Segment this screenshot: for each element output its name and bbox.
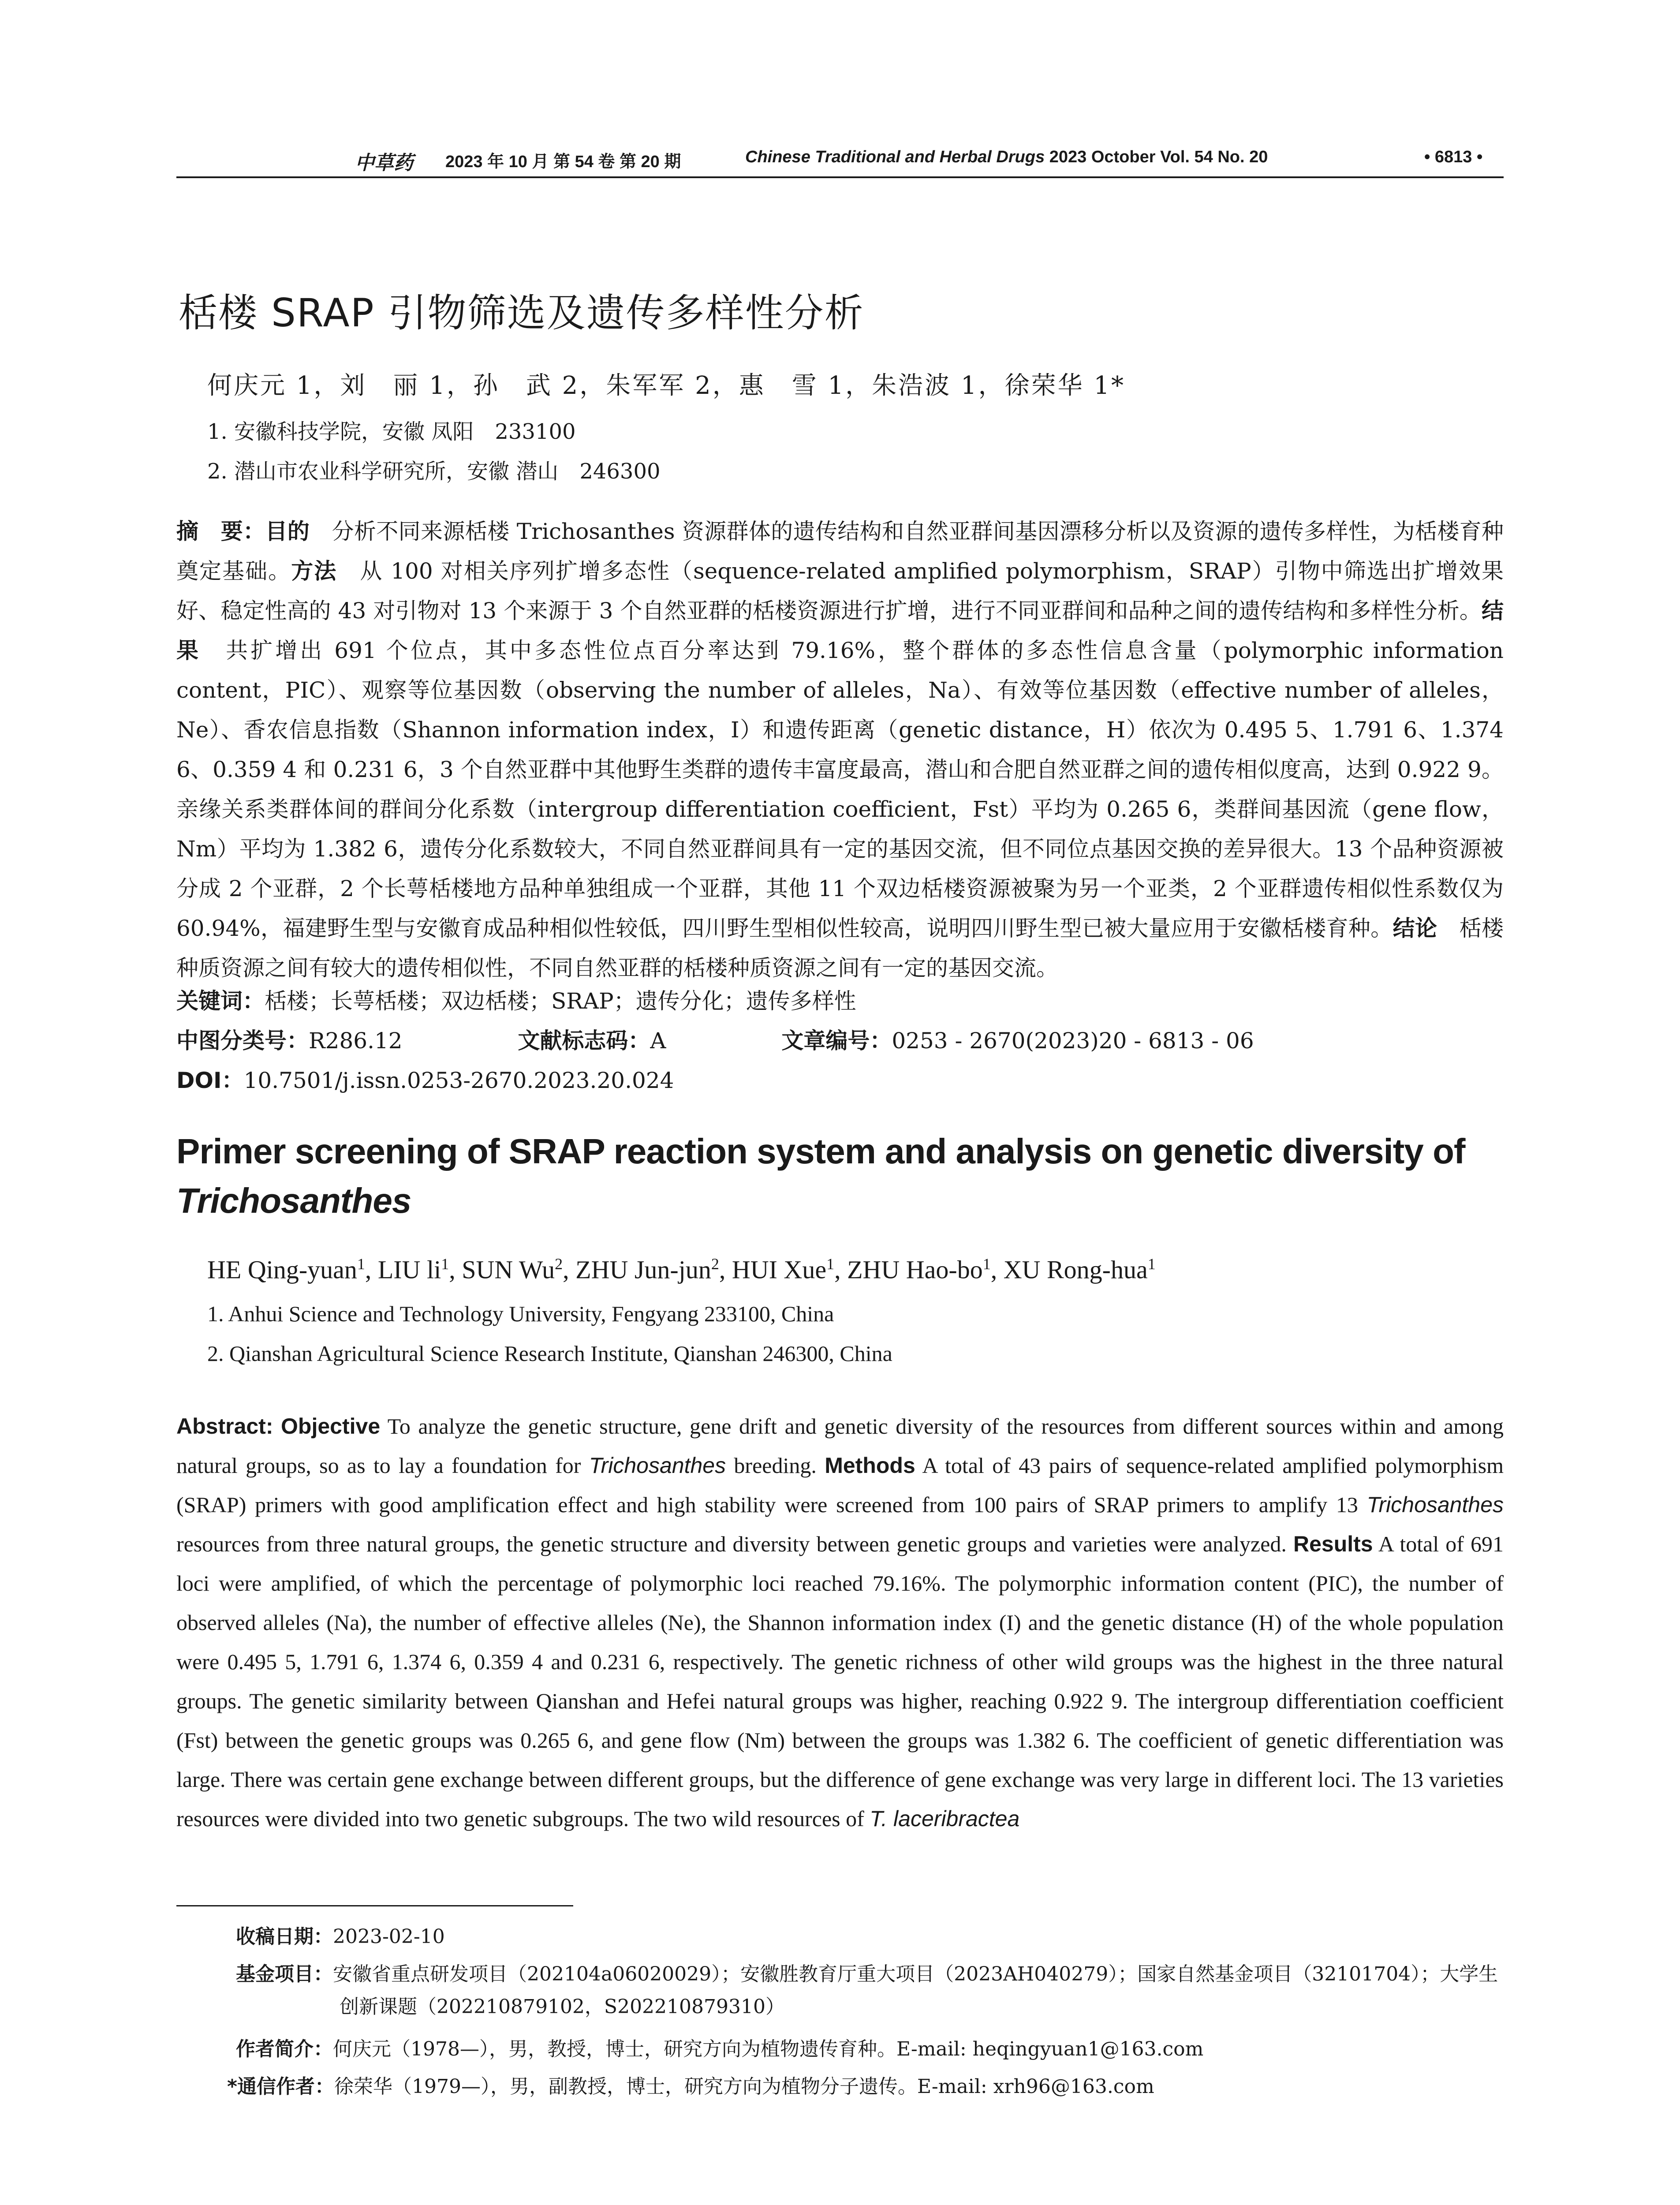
author-en: HE Qing-yuan xyxy=(207,1255,357,1284)
corresponding-label: *通信作者： xyxy=(227,2075,335,2098)
doc-code-value: A xyxy=(650,1028,666,1054)
page-number: • 6813 • xyxy=(1424,148,1483,166)
keywords-label: 关键词： xyxy=(176,988,265,1014)
author-sup: 2 xyxy=(555,1255,563,1273)
clc-value: R286.12 xyxy=(309,1028,403,1054)
methods-en-a: A total of 43 pairs of sequence-related amplified polymorphism (SRAP) primers with good amplification effect and high stability were screened from 100 pairs of SRAP primers to amplify 13 xyxy=(176,1453,1504,1517)
author-en: HUI Xue xyxy=(732,1255,827,1284)
clc-label: 中图分类号： xyxy=(176,1028,309,1054)
footnote-fund xyxy=(236,1958,1506,2023)
journal-en xyxy=(745,148,1268,167)
journal-logo: 中草药 xyxy=(355,152,413,174)
abstract-en-label: Abstract: xyxy=(176,1414,273,1439)
methods-cn: 从 100 对相关序列扩增多态性（sequence-related amplified polymorphism，SRAP）引物中筛选出扩增效果好、稳定性高的 43 对引物对 13 个来源于 3 个自然亚群的栝楼资源进行扩增，进行不同亚群间和品种之间的遗传结构和多样性分析。 xyxy=(176,558,1504,624)
authors-en: HE Qing-yuan$^1$, LIU $li^1$, SUN Wu$^2$, ZHU Jun-jun$^2$, HUI Xue$^1$, ZHU Hao-$bo^1$, XU Rong-hua$^1$ xyxy=(207,1255,1156,1284)
affiliation-en-2: 2. Qianshan Agricultural Science Research Institute, Qianshan 246300, China xyxy=(207,1341,892,1366)
objective-cn-label: 目的 xyxy=(265,519,310,544)
author-en: ZHU Jun-jun xyxy=(575,1255,711,1284)
abstract-cn xyxy=(176,512,1504,988)
doi-value: 10.7501/j.issn.0253-2670.2023.20.024 xyxy=(243,1068,674,1093)
results-en: A total of 691 loci were amplified, of which the percentage of polymorphic loci reached 79.16%. The polymorphic information content (PIC), the number of observed alleles (Na), the number of effective alleles (Ne), the Shannon information index (I) and the genetic distance (H) of the whole population were 0.495 5, 1.791 6, 1.374 6, 0.359 4 and 0.231 6, respectively. The genetic richness of other wild groups was the highest in the three natural groups. The genetic similarity between Qianshan and Hefei natural groups was higher, reaching 0.922 9. The intergroup differentiation coefficient (Fst) between the genetic groups was 0.265 6, and gene flow (Nm) between the groups was 1.382 6. The coefficient of genetic differentiation was large. There was certain gene exchange between different groups, but the difference of gene exchange was very large in different loci. The 13 varieties resources were divided into two genetic subgroups. The two wild resources of xyxy=(176,1532,1504,1831)
author-bio-label: 作者简介： xyxy=(236,2038,333,2060)
affiliation-cn-1: 1. 安徽科技学院，安徽 凤阳 233100 xyxy=(207,419,576,444)
footnote-received xyxy=(236,1921,1506,1953)
abstract-cn-label: 摘 要： xyxy=(176,519,265,544)
journal-name-en: Chinese Traditional and Herbal Drugs xyxy=(745,148,1045,166)
results-en-label: Results xyxy=(1293,1532,1373,1556)
classification-line xyxy=(176,1023,1254,1055)
keywords xyxy=(176,983,856,1015)
objective-en-a: To analyze the genetic structure, gene drift and genetic diversity of the resources from different sources within and among natural groups, so as to lay a foundation for xyxy=(176,1414,1504,1478)
footnote-author xyxy=(236,2033,1506,2066)
author-sup: 2 xyxy=(711,1255,719,1273)
conclusion-cn-label: 结论 xyxy=(1393,916,1437,941)
keywords-value: 栝楼；长萼栝楼；双边栝楼；SRAP；遗传分化；遗传多样性 xyxy=(265,988,856,1014)
title-en xyxy=(176,1127,1504,1226)
running-header xyxy=(176,143,1504,178)
affiliation-en-1: 1. Anhui Science and Technology University, Fengyang 233100, China xyxy=(207,1301,834,1326)
corresponding-value: 徐荣华（1979—），男，副教授，博士，研究方向为植物分子遗传。E-mail: xrh96@163.com xyxy=(334,2075,1154,2098)
abstract-en xyxy=(176,1407,1504,1839)
header-rule xyxy=(176,176,1504,178)
fund-label: 基金项目： xyxy=(236,1963,333,1985)
article-no-value: 0253 - 2670(2023)20 - 6813 - 06 xyxy=(892,1028,1254,1054)
methods-en-italic: Trichosanthes xyxy=(1366,1492,1504,1517)
author-sup: 1 xyxy=(826,1255,835,1273)
objective-cn: 分析不同来源栝楼 Trichosanthes 资源群体的遗传结构和自然亚群间基因漂移分析以及资源的遗传多样性，为栝楼育种奠定基础。 xyxy=(176,519,1504,584)
doi-label: DOI： xyxy=(176,1068,244,1093)
doi-line xyxy=(176,1063,674,1095)
article-no-label: 文章编号： xyxy=(781,1028,892,1054)
results-en-italic: T. laceribractea xyxy=(870,1806,1020,1831)
title-en-italic: Trichosanthes xyxy=(176,1181,411,1220)
title-cn: 栝楼 SRAP 引物筛选及遗传多样性分析 xyxy=(179,290,864,336)
results-cn: 共扩增出 691 个位点，其中多态性位点百分率达到 79.16%，整个群体的多态性信息含量（polymorphic information content，PIC）、观察等位基因数（observing the number of alleles，Na）、有效等位基因数（effective number of alleles，Ne）、香农信息指数（Shannon information index，I）和遗传距离（genetic distance，H）依次为 0.495 5、1.791 6、1.374 6、0.359 4 和 0.231 6，3 个自然亚群中其他野生类群的遗传丰富度最高，潜山和合肥自然亚群之间的遗传相似度高，达到 0.922 9。亲缘关系类群体间的群间分化系数（intergroup differentiation coefficient，Fst）平均为 0.265 6，类群间基因流（gene flow，Nm）平均为 1.382 6，遗传分化系数较大，不同自然亚群间具有一定的基因交流，但不同位点基因交换的差异很大。13 个品种资源被分成 2 个亚群，2 个长萼栝楼地方品种单独组成一个亚群，其他 11 个双边栝楼资源被聚为另一个亚类，2 个亚群遗传相似性系数仅为 60.94%，福建野生型与安徽育成品种相似性较低，四川野生型相似性较高，说明四川野生型已被大量应用于安徽栝楼育种。 xyxy=(176,638,1504,941)
issue-en: 2023 October Vol. 54 No. 20 xyxy=(1049,148,1268,166)
conclusion-cn: 栝楼种质资源之间有较大的遗传相似性，不同自然亚群的栝楼种质资源之间有一定的基因交流。 xyxy=(176,916,1504,981)
author-en: ZHU Hao-bo xyxy=(847,1255,983,1284)
received-label: 收稿日期： xyxy=(236,1925,333,1948)
author-bio-value: 何庆元（1978—），男，教授，博士，研究方向为植物遗传育种。E-mail: heqingyuan1@163.com xyxy=(333,2038,1204,2060)
footnote-corresponding xyxy=(227,2070,1497,2103)
results-cn-label: 结果 xyxy=(176,598,1504,663)
author-en: SUN Wu xyxy=(462,1255,555,1284)
issue-cn: 2023 年 10 月 第 54 卷 第 20 期 xyxy=(445,153,681,171)
author-sup: 1 xyxy=(1147,1255,1156,1273)
author-en: LIU li xyxy=(377,1255,441,1284)
methods-cn-label: 方法 xyxy=(291,558,337,584)
objective-en-label: Objective xyxy=(281,1414,381,1439)
objective-en-italic: Trichosanthes xyxy=(589,1453,726,1478)
doc-code-label: 文献标志码： xyxy=(518,1028,650,1054)
author-en: XU Rong-hua xyxy=(1003,1255,1148,1284)
title-en-main: Primer screening of SRAP reaction system and analysis on genetic diversity of xyxy=(176,1132,1465,1171)
methods-en-b: resources from three natural groups, the genetic structure and diversity between genetic groups and varieties were analyzed. xyxy=(176,1532,1293,1556)
author-sup: 1 xyxy=(982,1255,991,1273)
received-value: 2023-02-10 xyxy=(333,1925,445,1948)
affiliation-cn-2: 2. 潜山市农业科学研究所，安徽 潜山 246300 xyxy=(207,459,661,484)
fund-value: 安徽省重点研发项目（202104a06020029）；安徽胜教育厅重大项目（2023AH040279）；国家自然基金项目（32101704）；大学生创新课题（202210879102，S202210879310） xyxy=(333,1963,1498,2018)
authors-cn: 何庆元 1，刘 丽 1，孙 武 2，朱军军 2，惠 雪 1，朱浩波 1，徐荣华 1* xyxy=(207,371,1126,400)
footnote-rule xyxy=(176,1905,573,1906)
methods-en-label: Methods xyxy=(825,1453,915,1478)
author-sup: 1 xyxy=(357,1255,365,1273)
author-sup: 1 xyxy=(441,1255,449,1273)
objective-en-b: breeding. xyxy=(726,1453,825,1478)
